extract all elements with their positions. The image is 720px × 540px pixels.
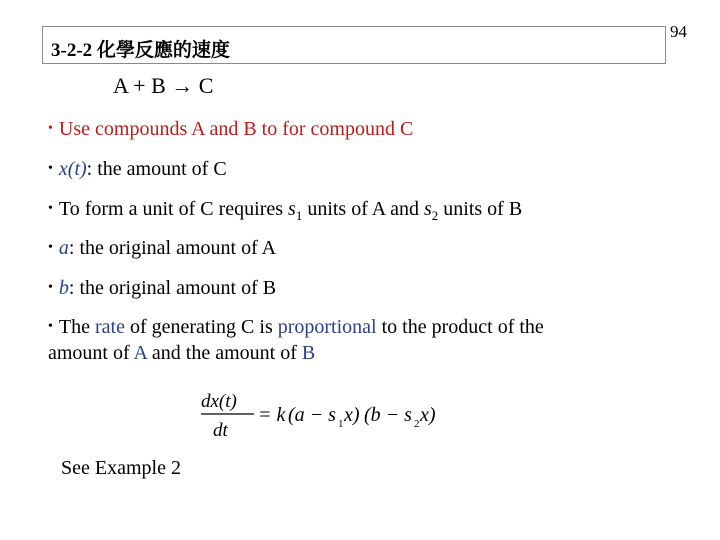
page-number: 94 (670, 22, 687, 41)
bullet-rate-line2 (48, 341, 315, 365)
eq-factor1-sub: 1 (338, 418, 344, 430)
eq-factor2-end: x) (420, 404, 436, 426)
rate-word: rate (95, 316, 125, 338)
bullet-dot: • (48, 121, 53, 136)
bullet-dot: • (48, 161, 53, 176)
slide-title: 3-2-2 化學反應的速度 (51, 40, 230, 61)
eq-factor2: (b − s (364, 404, 412, 426)
sub-2: 2 (431, 208, 439, 223)
var-a: a (58, 237, 69, 259)
bullet-dot: • (48, 201, 53, 216)
rate-l2d: B (301, 342, 316, 364)
title-box (42, 26, 666, 64)
rate-p3: of generating C is (124, 316, 278, 338)
bullet-a (48, 236, 276, 260)
rate-l2b: A (133, 342, 147, 364)
bullet-s-pre: To form a unit of C requires (58, 198, 289, 220)
bullet-s-post: units of B (438, 198, 523, 220)
bullet-dot: • (48, 319, 53, 334)
eq-denominator: dt (213, 420, 228, 441)
rate-l2c: and the amount of (146, 342, 302, 364)
bullet-compounds-text: Use compounds A and B to for compound C (58, 118, 414, 140)
eq-factor1: (a − s (288, 404, 336, 426)
proportional-word: proportional (277, 316, 377, 338)
eq-factor1-end: x) (344, 404, 360, 426)
bullet-compounds (48, 117, 413, 141)
bullet-s-units (48, 197, 522, 228)
var-x: x(t) (58, 158, 87, 180)
rate-l2a: amount of (48, 342, 134, 364)
bullet-x (48, 157, 227, 181)
var-b: b (58, 277, 69, 299)
reaction-equation: A + B → C (113, 73, 214, 98)
rate-equation (198, 385, 448, 441)
bullet-b-text: : the original amount of B (68, 277, 277, 299)
bullet-dot: • (48, 240, 53, 255)
var-s2: s (423, 198, 432, 220)
sub-1: 1 (295, 208, 303, 223)
see-example-link[interactable]: See Example 2 (61, 457, 181, 479)
bullet-a-text: : the original amount of A (68, 237, 277, 259)
bullet-s-mid: units of A and (302, 198, 424, 220)
rate-p5: to the product of the (376, 316, 544, 338)
bullet-x-text: : the amount of C (86, 158, 227, 180)
bullet-b (48, 276, 276, 300)
bullet-rate (48, 315, 544, 339)
rate-p1: The (58, 316, 95, 338)
var-s1: s (288, 198, 296, 220)
eq-numerator: dx(t) (201, 391, 237, 412)
eq-equals-k: = k (258, 404, 286, 426)
bullet-dot: • (48, 280, 53, 295)
eq-factor2-sub: 2 (414, 418, 420, 430)
